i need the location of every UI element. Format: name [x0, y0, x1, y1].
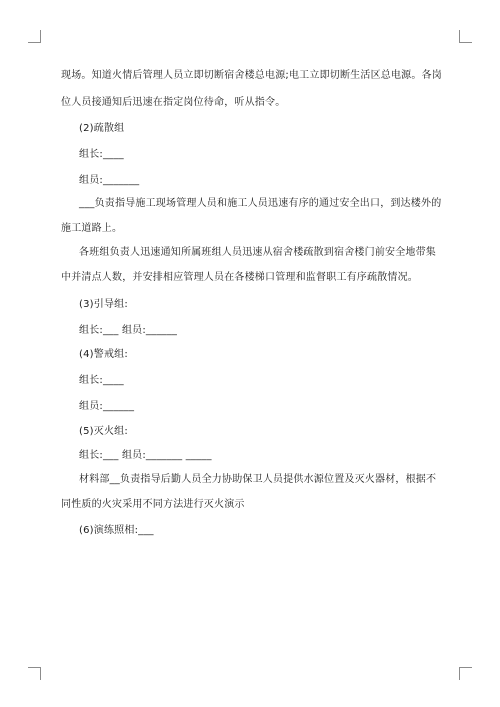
leader-members-field: 组长:___ 组员:______ — [79, 325, 178, 336]
paragraph-line: 材料部__负责指导后勤人员全力协助保卫人员提供水源位置及灭火器材，根据不 — [79, 474, 437, 485]
section-heading-evacuation: (2)疏散组 — [79, 123, 125, 134]
leader-field: 组长:____ — [79, 375, 124, 386]
paragraph-line: 各班组负责人迅速通知所属班组人员迅速从宿舍楼疏散到宿舍楼门前安全地带集 — [79, 247, 436, 258]
crop-mark-top-right — [459, 30, 472, 43]
paragraph-line: 施工道路上。 — [61, 223, 123, 234]
paragraph-line: ___负责指导施工现场管理人员和施工人员迅速有序的通过安全出口，到达楼外的 — [79, 198, 442, 209]
section-heading-guidance: (3)引导组: — [79, 299, 128, 310]
crop-mark-top-left — [28, 30, 41, 43]
leader-members-field: 组长:___ 组员:_______ _____ — [79, 450, 212, 461]
paragraph-line: 位人员接通知后迅速在指定岗位待命，听从指令。 — [61, 97, 286, 108]
crop-mark-bottom-left — [28, 667, 41, 680]
paragraph-line: 中并清点人数，并安排相应管理人员在各楼梯口管理和监督职工有序疏散情况。 — [61, 272, 418, 283]
crop-mark-bottom-right — [459, 667, 472, 680]
section-heading-photography: (6)演练照相:___ — [79, 525, 154, 536]
section-heading-firefighting: (5)灭火组: — [79, 426, 128, 437]
leader-field: 组长:____ — [79, 149, 124, 160]
paragraph-line: 同性质的火灾采用不同方法进行灭火演示 — [61, 499, 245, 510]
members-field: 组员:_______ — [79, 175, 140, 186]
members-field: 组员:______ — [79, 401, 135, 412]
paragraph-line: 现场。知道火情后管理人员立即切断宿舍楼总电源;电工立即切断生活区总电源。各岗 — [61, 70, 442, 81]
section-heading-security: (4)警戒组: — [79, 349, 128, 360]
